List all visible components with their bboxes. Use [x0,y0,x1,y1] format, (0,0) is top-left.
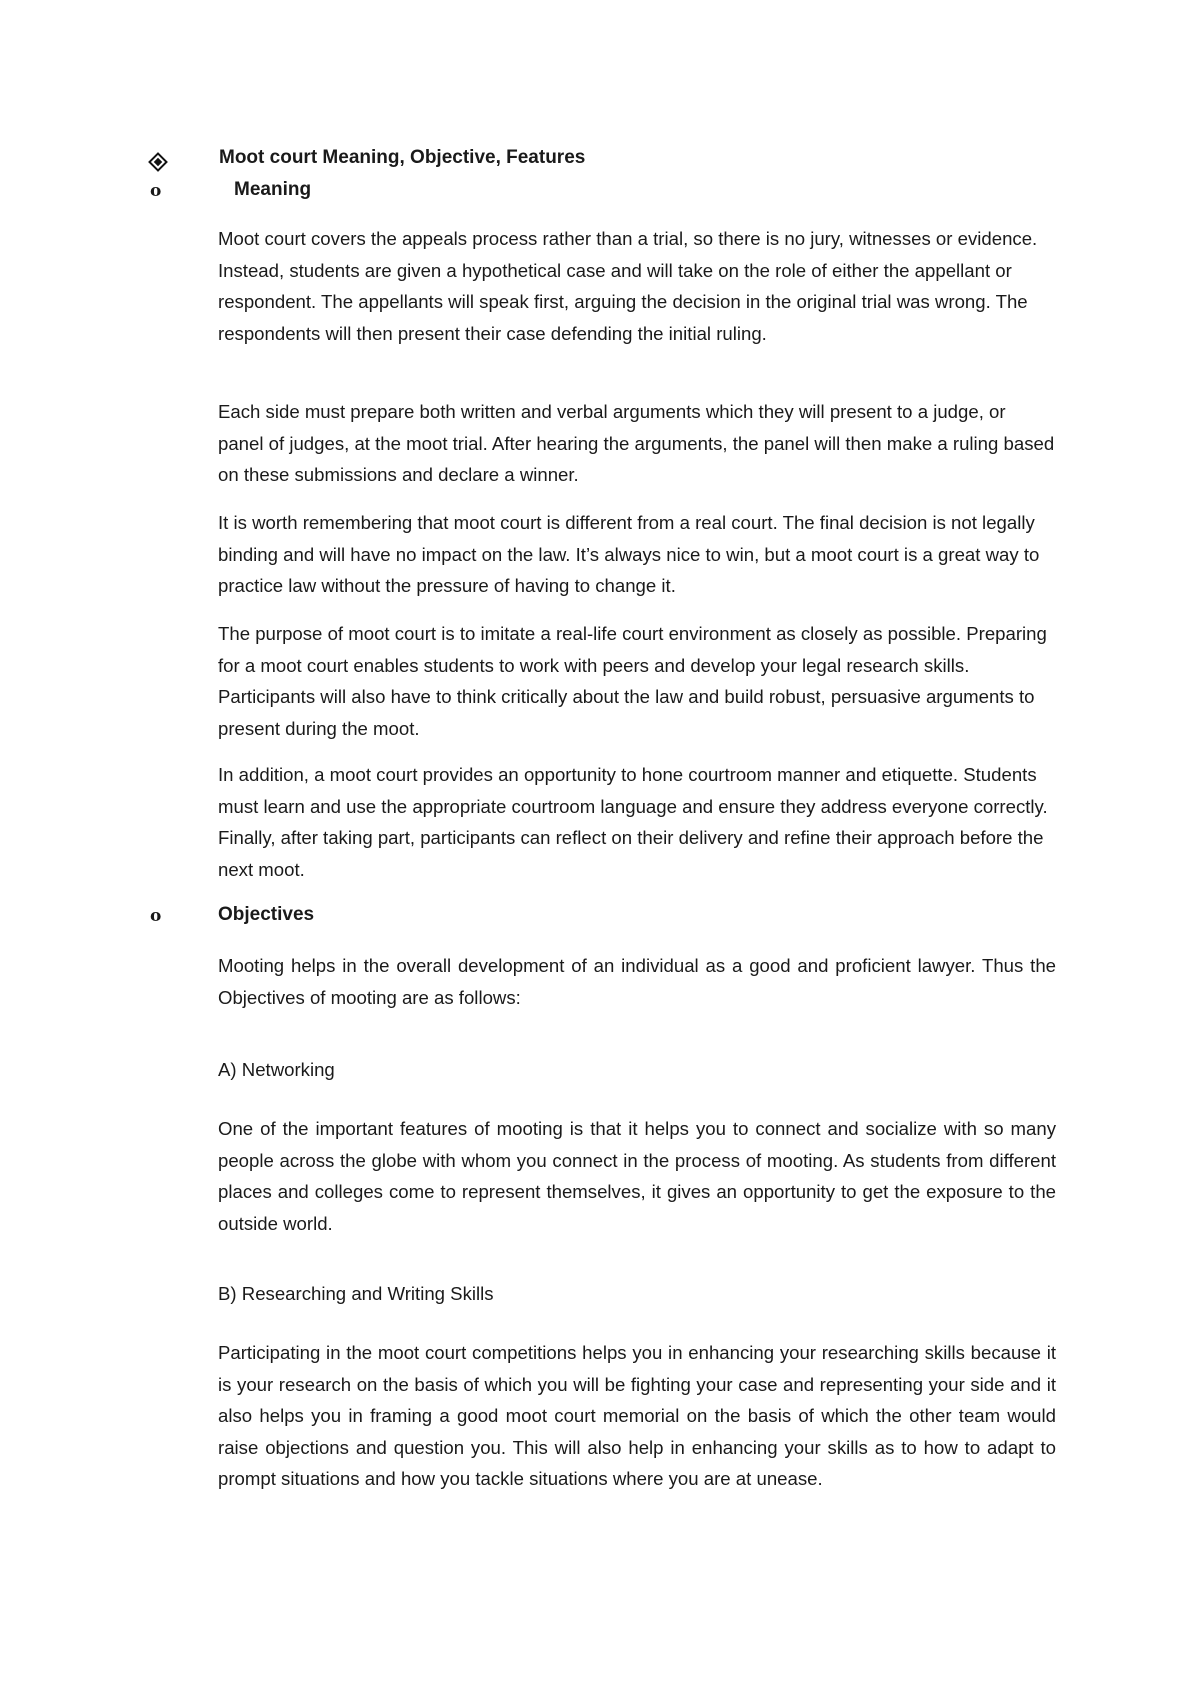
document-title: Moot court Meaning, Objective, Features [219,147,586,168]
meaning-heading: Meaning [234,179,312,200]
objectives-bullet: o [150,906,162,926]
meaning-paragraph-2: Each side must prepare both written and verbal arguments which they will present to a judge, or panel of judges, at the moot trial. After hearing the arguments, the panel will then make a ruling based on these submissions and declare a winner. [218,401,1055,485]
objectives-heading: Objectives [218,904,315,925]
objective-label-networking: A) Networking [218,1059,335,1080]
objective-label-research-writing: B) Researching and Writing Skills [218,1283,494,1304]
meaning-paragraph-4: The purpose of moot court is to imitate a real-life court environment as closely as possible. Preparing for a moot court enables students to work with peers and develop your legal research skills. Participants will also have to think critically about the law and build robust, persuasive arguments to present during the moot. [218,623,1047,739]
diamond-bullet-icon [148,152,168,172]
meaning-paragraph-3: It is worth remembering that moot court is different from a real court. The final decision is not legally binding and will have no impact on the law. It’s always nice to win, but a moot court is a great way to practice law without the pressure of having to change it. [218,512,1040,596]
meaning-paragraph-1: Moot court covers the appeals process rather than a trial, so there is no jury, witnesses or evidence. Instead, students are given a hypothetical case and will take on the role of either the appellant or respondent. The appellants will speak first, arguing the decision in the original trial was wrong. The respondents will then present their case defending the initial ruling. [218,228,1038,344]
objective-text-networking: One of the important features of mooting is that it helps you to connect and socialize with so many people across the globe with whom you connect in the process of mooting. As students from different places and colleges come to represent themselves, it gives an opportunity to get the exposure to the outside world. [218,1118,1056,1234]
meaning-bullet: o [150,181,162,201]
objective-text-research-writing: Participating in the moot court competitions helps you in enhancing your researching skills because it is your research on the basis of which you will be fighting your case and representing your side and it also helps you in framing a good moot court memorial on the basis of which the other team would raise objections and question you. This will also help in enhancing your skills as to how to adapt to prompt situations and how you tackle situations where you are at unease. [218,1342,1056,1489]
meaning-paragraph-5: In addition, a moot court provides an opportunity to hone courtroom manner and etiquette. Students must learn and use the appropriate courtroom language and ensure they address everyone correctly. Finally, after taking part, participants can reflect on their delivery and refine their approach before the next moot. [218,764,1048,880]
objectives-intro: Mooting helps in the overall development of an individual as a good and proficient lawyer. Thus the Objectives of mooting are as follows: [218,955,1056,1008]
